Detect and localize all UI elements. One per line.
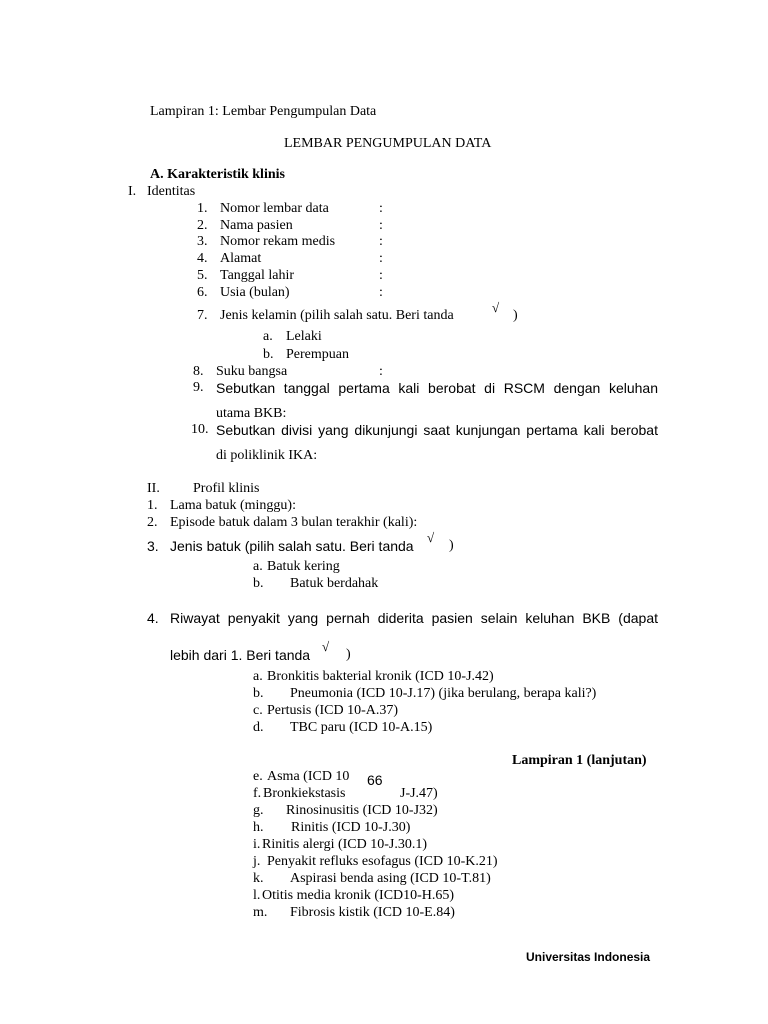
page-number: 66	[367, 772, 383, 788]
list-item-label: Nama pasien	[220, 218, 293, 233]
list-item-number: 2.	[197, 218, 208, 233]
list-item-number: 9.	[193, 380, 204, 395]
option-disease: Pneumonia (ICD 10-J.17) (jika berulang, berapa kali?)	[290, 686, 597, 701]
list-item-number: 3.	[147, 538, 159, 554]
list-item-label: Sebutkan divisi yang dikunjungi saat kunjungan pertama kali berobat	[216, 422, 658, 438]
option-letter: d.	[253, 720, 264, 735]
identity-heading: Identitas	[147, 184, 196, 199]
option-letter: h.	[253, 820, 264, 835]
field-colon: :	[379, 285, 383, 300]
option-letter: b.	[253, 576, 264, 591]
list-item-label: Episode batuk dalam 3 bulan terakhir (kali):	[170, 515, 418, 530]
list-item-number: 4.	[197, 251, 208, 266]
option-letter: c.	[253, 703, 263, 718]
option-dry-cough: Batuk kering	[267, 559, 340, 574]
option-productive-cough: Batuk berdahak	[290, 576, 379, 591]
field-colon: :	[379, 251, 383, 266]
option-letter: g.	[253, 803, 264, 818]
list-item-label: Nomor rekam medis	[220, 234, 336, 249]
list-item-number: 10.	[191, 422, 209, 437]
list-item-number: 1.	[147, 498, 158, 513]
list-item-label: Tanggal lahir	[220, 268, 295, 283]
identity-roman: I.	[128, 184, 137, 199]
option-disease: Bronkiekstasis	[263, 786, 346, 801]
option-letter: i.	[253, 837, 261, 852]
option-letter: a.	[253, 559, 263, 574]
option-gender-male: Lelaki	[286, 329, 322, 344]
list-item-label: Usia (bulan)	[220, 285, 290, 300]
option-disease: Fibrosis kistik (ICD 10-E.84)	[290, 905, 455, 920]
field-colon: :	[379, 268, 383, 283]
list-item-number: 8.	[193, 364, 204, 379]
list-item-label: Jenis kelamin (pilih salah satu. Beri tanda	[220, 308, 454, 323]
option-letter: a.	[253, 669, 263, 684]
appendix-title: Lampiran 1: Lembar Pengumpulan Data	[150, 104, 377, 119]
option-disease: Bronkitis bakterial kronik (ICD 10-J.42)	[267, 669, 494, 684]
list-item-number: 7.	[197, 308, 208, 323]
checkmark-icon: √	[427, 530, 435, 545]
continuation-title: Lampiran 1 (lanjutan)	[512, 753, 647, 768]
clinical-profile-heading: Profil klinis	[193, 481, 260, 496]
option-letter: b.	[253, 686, 264, 701]
checkmark-icon: √	[492, 300, 500, 315]
option-letter: b.	[263, 347, 274, 362]
option-disease: Otitis media kronik (ICD10-H.65)	[262, 888, 455, 903]
list-item-number: 4.	[147, 610, 159, 626]
list-item-label: Lama batuk (minggu):	[170, 498, 296, 513]
option-disease: Penyakit refluks esofagus (ICD 10-K.21)	[267, 854, 498, 869]
option-disease: Rinitis alergi (ICD 10-J.30.1)	[262, 837, 428, 852]
list-item-number: 3.	[197, 234, 208, 249]
list-item-label-continued: utama BKB:	[216, 406, 287, 421]
option-disease: TBC paru (ICD 10-A.15)	[290, 720, 433, 735]
option-disease: Rinosinusitis (ICD 10-J32)	[286, 803, 438, 818]
option-disease: Asma (ICD 10	[267, 769, 350, 784]
field-colon: :	[379, 234, 383, 249]
field-colon: :	[379, 364, 383, 379]
list-item-label-continued: lebih dari 1. Beri tanda	[170, 647, 311, 663]
list-item-number: 1.	[197, 201, 208, 216]
option-letter: f.	[253, 786, 262, 801]
option-disease-tail: J-J.47)	[400, 786, 438, 801]
option-letter: m.	[253, 905, 268, 920]
field-colon: :	[379, 218, 383, 233]
option-letter: k.	[253, 871, 264, 886]
field-colon: :	[379, 201, 383, 216]
footer-institution: Universitas Indonesia	[526, 950, 651, 964]
option-disease: Pertusis (ICD 10-A.37)	[267, 703, 399, 718]
closing-paren: )	[513, 308, 518, 323]
option-letter: l.	[253, 888, 261, 903]
section-a-heading: A. Karakteristik klinis	[150, 167, 285, 182]
closing-paren: )	[346, 647, 351, 662]
closing-paren: )	[449, 538, 454, 553]
checkmark-icon: √	[322, 639, 330, 654]
clinical-profile-roman: II.	[147, 481, 160, 496]
list-item-label: Alamat	[220, 251, 262, 266]
form-title: LEMBAR PENGUMPULAN DATA	[284, 136, 492, 151]
option-letter: e.	[253, 769, 263, 784]
list-item-label: Sebutkan tanggal pertama kali berobat di RSCM dengan keluhan	[216, 380, 658, 396]
list-item-number: 2.	[147, 515, 158, 530]
list-item-number: 6.	[197, 285, 208, 300]
option-letter: a.	[263, 329, 273, 344]
list-item-label: Suku bangsa	[216, 364, 288, 379]
option-disease: Aspirasi benda asing (ICD 10-T.81)	[290, 871, 491, 886]
option-disease: Rinitis (ICD 10-J.30)	[291, 820, 411, 835]
option-letter: j.	[253, 854, 261, 869]
list-item-label-continued: di poliklinik IKA:	[216, 448, 318, 463]
list-item-label: Jenis batuk (pilih salah satu. Beri tanda	[170, 538, 414, 554]
option-gender-female: Perempuan	[286, 347, 349, 362]
list-item-label: Riwayat penyakit yang pernah diderita pasien selain keluhan BKB (dapat	[170, 610, 658, 626]
list-item-number: 5.	[197, 268, 208, 283]
list-item-label: Nomor lembar data	[220, 201, 329, 216]
